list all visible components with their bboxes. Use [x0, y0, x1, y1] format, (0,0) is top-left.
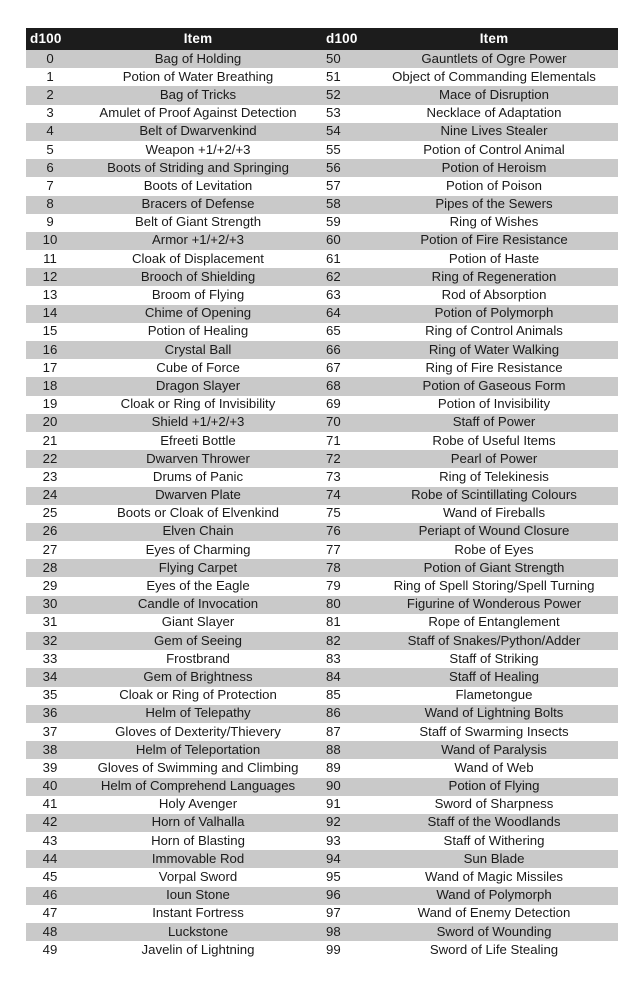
cell-d100-right: 50 — [326, 50, 341, 66]
cell-item-left: Amulet of Proof Against Detection — [99, 105, 297, 121]
cell-d100-right: 57 — [326, 177, 341, 193]
table-row — [26, 814, 618, 832]
table-row — [26, 759, 618, 777]
cell-item-left: Bag of Tricks — [159, 86, 237, 102]
table-row — [26, 632, 618, 650]
cell-d100-left: 8 — [46, 196, 54, 212]
cell-item-left: Cube of Force — [156, 359, 240, 375]
table-row — [26, 650, 618, 668]
cell-item-left: Horn of Valhalla — [151, 814, 245, 830]
cell-d100-right: 85 — [326, 687, 341, 703]
cell-item-right: Sun Blade — [463, 850, 525, 866]
cell-item-right: Ring of Water Walking — [428, 341, 560, 357]
cell-item-left: Efreeti Bottle — [160, 432, 236, 448]
cell-d100-right: 81 — [326, 614, 341, 630]
cell-item-left: Boots of Striding and Springing — [107, 159, 289, 175]
cell-d100-left: 4 — [46, 123, 54, 139]
cell-item-left: Giant Slayer — [161, 614, 235, 630]
cell-d100-left: 19 — [42, 396, 58, 412]
table-row — [26, 468, 618, 486]
cell-d100-right: 82 — [326, 632, 341, 648]
table-row — [26, 341, 618, 359]
cell-item-left: Eyes of the Eagle — [146, 578, 250, 594]
cell-item-left: Vorpal Sword — [158, 869, 238, 885]
cell-item-left: Immovable Rod — [151, 850, 245, 866]
cell-item-left: Gloves of Swimming and Climbing — [97, 759, 299, 775]
cell-item-right: Rod of Absorption — [441, 287, 547, 303]
cell-d100-left: 20 — [42, 414, 58, 430]
cell-d100-left: 18 — [42, 377, 58, 393]
cell-item-left: Helm of Teleportation — [135, 741, 261, 757]
magic-items-table-container — [26, 28, 618, 959]
cell-d100-right: 96 — [326, 887, 341, 903]
cell-d100-left: 2 — [46, 86, 54, 102]
cell-item-left: Chime of Opening — [144, 305, 252, 321]
cell-item-left: Broom of Flying — [151, 287, 245, 303]
cell-item-left: Gem of Brightness — [143, 668, 253, 684]
cell-item-left: Shield +1/+2/+3 — [151, 414, 245, 430]
cell-item-right: Sword of Sharpness — [434, 796, 554, 812]
table-row — [26, 596, 618, 614]
cell-item-right: Sword of Life Stealing — [429, 941, 559, 957]
cell-d100-left: 33 — [42, 650, 58, 666]
table-row — [26, 268, 618, 286]
cell-d100-left: 14 — [42, 305, 58, 321]
cell-d100-right: 71 — [326, 432, 341, 448]
cell-item-right: Potion of Haste — [448, 250, 540, 266]
cell-item-right: Potion of Gaseous Form — [422, 377, 566, 393]
table-row — [26, 887, 618, 905]
cell-d100-right: 86 — [326, 705, 341, 721]
cell-d100-left: 5 — [46, 141, 54, 157]
cell-item-right: Staff of the Woodlands — [427, 814, 561, 830]
table-row — [26, 86, 618, 104]
cell-item-left: Armor +1/+2/+3 — [152, 232, 244, 248]
cell-item-right: Wand of Magic Missiles — [424, 869, 564, 885]
cell-item-right: Ring of Spell Storing/Spell Turning — [393, 578, 595, 594]
table-row — [26, 850, 618, 868]
cell-d100-right: 64 — [326, 305, 341, 321]
table-header-row — [26, 28, 618, 50]
table-row — [26, 778, 618, 796]
cell-item-right: Figurine of Wonderous Power — [406, 596, 582, 612]
cell-d100-right: 87 — [326, 723, 341, 739]
cell-d100-right: 52 — [326, 86, 341, 102]
cell-d100-right: 94 — [326, 850, 341, 866]
cell-d100-left: 30 — [42, 596, 58, 612]
cell-d100-left: 44 — [42, 850, 58, 866]
cell-item-left: Brooch of Shielding — [140, 268, 256, 284]
cell-d100-right: 99 — [326, 941, 341, 957]
column-header-item-left: Item — [183, 31, 213, 46]
table-row — [26, 796, 618, 814]
cell-item-right: Robe of Useful Items — [432, 432, 556, 448]
column-header-item-right: Item — [479, 31, 509, 46]
cell-d100-right: 89 — [326, 759, 341, 775]
cell-d100-right: 90 — [326, 778, 341, 794]
cell-d100-right: 55 — [326, 141, 341, 157]
cell-d100-left: 43 — [42, 832, 58, 848]
cell-d100-left: 36 — [42, 705, 58, 721]
table-row — [26, 305, 618, 323]
cell-item-left: Boots of Levitation — [143, 177, 253, 193]
cell-item-right: Necklace of Adaptation — [426, 105, 562, 121]
cell-d100-left: 32 — [42, 632, 58, 648]
table-row — [26, 159, 618, 177]
cell-d100-left: 24 — [42, 487, 58, 503]
cell-item-left: Weapon +1/+2/+3 — [145, 141, 251, 157]
table-row — [26, 541, 618, 559]
cell-d100-right: 80 — [326, 596, 341, 612]
cell-item-right: Nine Lives Stealer — [440, 123, 548, 139]
table-row — [26, 177, 618, 195]
cell-d100-left: 16 — [42, 341, 58, 357]
table-row — [26, 941, 618, 959]
cell-item-left: Potion of Healing — [147, 323, 249, 339]
cell-item-right: Robe of Scintillating Colours — [411, 487, 577, 503]
table-header — [26, 28, 618, 50]
cell-item-left: Cloak of Displacement — [132, 250, 264, 266]
cell-item-left: Instant Fortress — [152, 905, 244, 921]
cell-d100-right: 63 — [326, 287, 341, 303]
cell-d100-left: 25 — [42, 505, 58, 521]
cell-d100-left: 28 — [42, 559, 58, 575]
table-row — [26, 559, 618, 577]
cell-item-right: Wand of Lightning Bolts — [424, 705, 564, 721]
cell-item-left: Eyes of Charming — [145, 541, 251, 557]
cell-item-right: Wand of Fireballs — [442, 505, 546, 521]
cell-d100-left: 6 — [46, 159, 54, 175]
cell-d100-left: 47 — [42, 905, 58, 921]
cell-item-right: Gauntlets of Ogre Power — [421, 50, 567, 66]
cell-item-left: Luckstone — [167, 923, 229, 939]
cell-d100-right: 51 — [326, 68, 341, 84]
cell-d100-right: 95 — [326, 869, 341, 885]
cell-d100-right: 54 — [326, 123, 341, 139]
cell-item-left: Gem of Seeing — [154, 632, 242, 648]
cell-item-right: Ring of Wishes — [449, 214, 539, 230]
cell-d100-left: 12 — [42, 268, 58, 284]
cell-d100-right: 61 — [326, 250, 341, 266]
cell-item-left: Bracers of Defense — [141, 196, 255, 212]
table-row — [26, 923, 618, 941]
cell-item-left: Crystal Ball — [164, 341, 232, 357]
cell-d100-right: 76 — [326, 523, 341, 539]
cell-d100-left: 26 — [42, 523, 58, 539]
cell-d100-right: 58 — [326, 196, 341, 212]
cell-item-right: Flametongue — [455, 687, 533, 703]
cell-item-right: Rope of Entanglement — [428, 614, 560, 630]
cell-item-right: Mace of Disruption — [439, 86, 549, 102]
cell-d100-left: 11 — [43, 250, 57, 266]
cell-item-left: Belt of Dwarvenkind — [139, 123, 257, 139]
cell-item-right: Staff of Power — [452, 414, 536, 430]
cell-item-left: Belt of Giant Strength — [134, 214, 262, 230]
cell-d100-right: 65 — [326, 323, 341, 339]
table-row — [26, 414, 618, 432]
cell-item-left: Dragon Slayer — [155, 377, 241, 393]
cell-d100-left: 37 — [42, 723, 58, 739]
cell-d100-left: 41 — [42, 796, 58, 812]
cell-item-left: Holy Avenger — [158, 796, 238, 812]
cell-d100-right: 84 — [326, 668, 341, 684]
table-row — [26, 214, 618, 232]
cell-item-left: Cloak or Ring of Protection — [119, 687, 277, 703]
cell-d100-right: 70 — [326, 414, 341, 430]
cell-d100-left: 7 — [46, 177, 54, 193]
table-row — [26, 68, 618, 86]
cell-d100-right: 79 — [326, 578, 341, 594]
cell-item-right: Pipes of the Sewers — [435, 196, 553, 212]
table-row — [26, 396, 618, 414]
cell-item-right: Potion of Heroism — [441, 159, 547, 175]
cell-item-right: Potion of Flying — [448, 778, 540, 794]
cell-d100-left: 27 — [42, 541, 58, 557]
cell-item-right: Ring of Fire Resistance — [425, 359, 563, 375]
cell-item-left: Dwarven Thrower — [146, 450, 250, 466]
cell-d100-left: 13 — [42, 287, 58, 303]
cell-d100-right: 66 — [326, 341, 341, 357]
cell-item-right: Periapt of Wound Closure — [418, 523, 570, 539]
magic-items-table — [26, 28, 618, 959]
cell-item-left: Gloves of Dexterity/Thievery — [115, 723, 281, 739]
cell-d100-right: 91 — [326, 796, 341, 812]
cell-item-left: Javelin of Lightning — [141, 941, 255, 957]
table-row — [26, 196, 618, 214]
cell-d100-left: 40 — [42, 778, 58, 794]
column-header-d100-right: d100 — [326, 31, 358, 46]
cell-d100-right: 98 — [326, 923, 341, 939]
cell-d100-right: 62 — [326, 268, 341, 284]
cell-item-right: Staff of Swarming Insects — [419, 723, 569, 739]
cell-d100-left: 21 — [42, 432, 58, 448]
cell-item-left: Ioun Stone — [166, 887, 230, 903]
cell-item-right: Wand of Enemy Detection — [417, 905, 571, 921]
table-row — [26, 323, 618, 341]
cell-item-right: Potion of Polymorph — [434, 305, 554, 321]
table-row — [26, 450, 618, 468]
table-row — [26, 505, 618, 523]
cell-item-right: Object of Commanding Elementals — [392, 68, 596, 84]
table-row — [26, 286, 618, 304]
cell-d100-right: 73 — [326, 468, 341, 484]
table-row — [26, 141, 618, 159]
table-row — [26, 723, 618, 741]
cell-d100-left: 9 — [46, 214, 54, 230]
column-header-d100-left: d100 — [30, 31, 62, 46]
cell-d100-right: 75 — [326, 505, 341, 521]
table-row — [26, 668, 618, 686]
cell-item-right: Potion of Poison — [445, 177, 543, 193]
cell-item-right: Potion of Control Animal — [423, 141, 565, 157]
table-row — [26, 105, 618, 123]
cell-d100-left: 38 — [42, 741, 58, 757]
cell-d100-left: 49 — [42, 941, 58, 957]
cell-item-right: Potion of Invisibility — [437, 396, 551, 412]
cell-item-right: Potion of Fire Resistance — [420, 232, 568, 248]
cell-item-right: Ring of Telekinesis — [439, 468, 549, 484]
cell-d100-right: 68 — [326, 377, 341, 393]
cell-d100-right: 77 — [326, 541, 341, 557]
table-row — [26, 905, 618, 923]
table-row — [26, 687, 618, 705]
cell-d100-left: 15 — [42, 323, 58, 339]
cell-d100-right: 56 — [326, 159, 341, 175]
cell-item-right: Staff of Healing — [449, 668, 539, 684]
cell-item-left: Frostbrand — [166, 650, 230, 666]
cell-item-left: Elven Chain — [162, 523, 234, 539]
cell-d100-left: 29 — [42, 578, 58, 594]
cell-item-left: Bag of Holding — [154, 50, 242, 66]
cell-d100-right: 78 — [326, 559, 341, 575]
cell-item-right: Robe of Eyes — [454, 541, 534, 557]
cell-item-right: Wand of Polymorph — [436, 887, 552, 903]
table-row — [26, 123, 618, 141]
cell-item-left: Drums of Panic — [152, 468, 244, 484]
table-row — [26, 705, 618, 723]
table-body — [26, 50, 618, 959]
cell-item-right: Ring of Control Animals — [425, 323, 563, 339]
cell-d100-left: 42 — [42, 814, 58, 830]
cell-d100-left: 17 — [42, 359, 58, 375]
cell-d100-left: 10 — [42, 232, 58, 248]
table-row — [26, 250, 618, 268]
cell-item-left: Flying Carpet — [158, 559, 238, 575]
cell-d100-left: 35 — [42, 687, 58, 703]
cell-item-left: Dwarven Plate — [155, 487, 241, 503]
cell-item-left: Horn of Blasting — [151, 832, 245, 848]
cell-d100-right: 74 — [326, 487, 341, 503]
cell-item-right: Sword of Wounding — [436, 923, 552, 939]
cell-d100-right: 97 — [326, 905, 341, 921]
table-row — [26, 50, 618, 68]
cell-d100-right: 92 — [326, 814, 341, 830]
cell-d100-left: 1 — [46, 68, 54, 84]
cell-d100-right: 53 — [326, 105, 341, 121]
cell-item-right: Ring of Regeneration — [431, 268, 557, 284]
cell-d100-right: 72 — [326, 450, 341, 466]
cell-d100-right: 83 — [326, 650, 341, 666]
cell-d100-left: 22 — [42, 450, 58, 466]
cell-item-left: Boots or Cloak of Elvenkind — [117, 505, 279, 521]
cell-d100-right: 60 — [326, 232, 341, 248]
cell-d100-left: 3 — [46, 105, 54, 121]
table-row — [26, 614, 618, 632]
cell-item-right: Wand of Web — [454, 759, 534, 775]
table-row — [26, 487, 618, 505]
table-row — [26, 741, 618, 759]
cell-item-left: Cloak or Ring of Invisibility — [120, 396, 276, 412]
table-row — [26, 377, 618, 395]
cell-d100-left: 45 — [42, 869, 58, 885]
cell-d100-left: 39 — [42, 759, 58, 775]
table-row — [26, 832, 618, 850]
cell-d100-right: 93 — [326, 832, 341, 848]
cell-d100-left: 48 — [42, 923, 58, 939]
cell-item-right: Wand of Paralysis — [441, 741, 547, 757]
table-row — [26, 577, 618, 595]
table-row — [26, 359, 618, 377]
cell-item-left: Helm of Comprehend Languages — [100, 778, 296, 794]
cell-d100-left: 34 — [42, 668, 58, 684]
cell-item-left: Helm of Telepathy — [145, 705, 251, 721]
cell-item-left: Potion of Water Breathing — [122, 68, 274, 84]
cell-d100-left: 46 — [42, 887, 58, 903]
cell-d100-right: 69 — [326, 396, 341, 412]
cell-d100-left: 0 — [46, 50, 54, 66]
cell-d100-right: 59 — [326, 214, 341, 230]
table-row — [26, 432, 618, 450]
cell-item-right: Staff of Striking — [449, 650, 539, 666]
cell-d100-right: 88 — [326, 741, 341, 757]
cell-item-right: Potion of Giant Strength — [423, 559, 565, 575]
table-row — [26, 868, 618, 886]
cell-d100-left: 31 — [42, 614, 58, 630]
cell-item-right: Staff of Snakes/Python/Adder — [407, 632, 581, 648]
table-row — [26, 232, 618, 250]
cell-item-right: Pearl of Power — [450, 450, 538, 466]
table-row — [26, 523, 618, 541]
cell-item-left: Candle of Invocation — [137, 596, 259, 612]
cell-d100-left: 23 — [42, 468, 58, 484]
cell-item-right: Staff of Withering — [443, 832, 545, 848]
cell-d100-right: 67 — [326, 359, 341, 375]
